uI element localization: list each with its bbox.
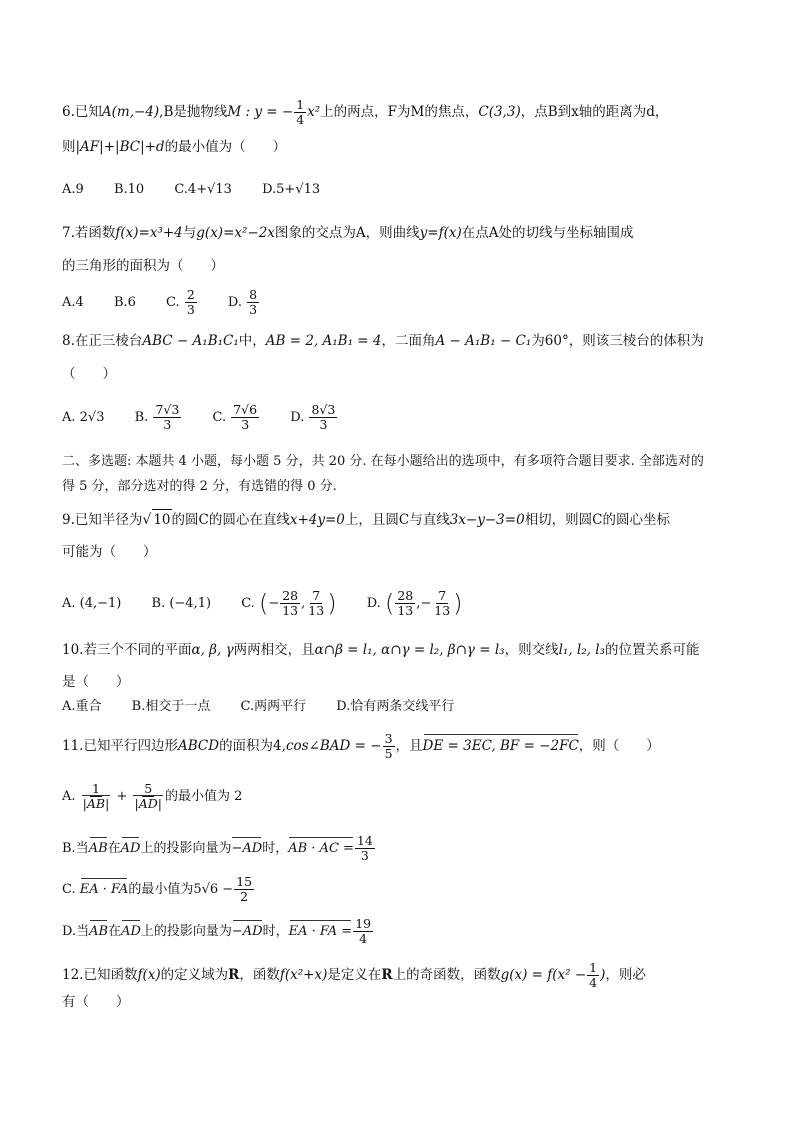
q11-option-c[interactable]: C. EA · FA的最小值为5√6 − $\frac{15}{2}$ [62, 874, 253, 904]
q6-line2 [62, 137, 286, 157]
q9-radius: 10 [152, 509, 171, 530]
q11-vector-relation: DE = 3EC, BF = −2FC [422, 738, 579, 754]
q8-option-d[interactable]: D. $\frac{8√3}{3}$ [290, 402, 336, 432]
q12-f-composite: f(x²+x) [279, 967, 328, 983]
q6-option-c[interactable]: C.4+√13 [174, 182, 232, 197]
q8-option-b[interactable]: B. $\frac{7√3}{3}$ [134, 402, 180, 432]
q9-options [62, 589, 489, 618]
q9-text: 相切，则圆C的圆心坐标 [524, 512, 671, 528]
q12-text: ，函数 [239, 967, 280, 983]
q9-line1: 9.已知半径为√ 10的圆C的圆心在直线x+4y=0上，且圆C与直线3x−y−3=0相切，则圆C的圆心坐标 [62, 509, 670, 530]
q11-option-label: A. [62, 789, 76, 804]
q11-line1 [62, 732, 660, 761]
q8-text: 为60°，则该三棱台的体积为 [531, 333, 704, 349]
q10-text: 两两相交，且 [233, 642, 315, 658]
q6-text: ，点B到x轴的距离为d， [520, 104, 669, 120]
q9-line-eq1: x+4y=0 [289, 512, 345, 528]
q11-text: ，则（ ） [578, 738, 660, 754]
q12-text: 12.已知函数 [62, 967, 138, 983]
q12-f: f(x) [137, 967, 161, 983]
q7-option-c[interactable]: C. $\frac{2}{3}$ [166, 287, 195, 317]
q12-g-def: g(x) = f(x² − [500, 967, 587, 983]
q10-text: ，则交线 [504, 642, 559, 658]
q10-options [62, 697, 480, 717]
q8-text: ，二面角 [381, 333, 436, 349]
q6-point-c: C(3,3) [478, 104, 521, 120]
q6-expression: |AF|+|BC|+d [75, 139, 165, 155]
q9-option-d[interactable]: D. ( $\frac{28}{13}$ ,− $\frac{7}{13}$ ) [366, 588, 463, 618]
q9-line2: 可能为（ ） [62, 544, 157, 560]
q9-text: 的圆C的圆心在直线 [171, 512, 290, 528]
q9-text: 9.已知半径为 [62, 512, 143, 528]
q11-option-a[interactable]: A. $\frac{1}{|AB|}$ + $\frac{5}{|AD|}$ 的最小值为 2 [62, 781, 243, 811]
q7-option-d[interactable]: D. $\frac{8}{3}$ [227, 287, 258, 317]
q6-text: ,B是抛物线 [159, 104, 228, 120]
q10-intersections: α∩β = l₁, α∩γ = l₂, β∩γ = l₃ [314, 642, 505, 658]
q6-text: 上的两点，F为M的焦点， [320, 104, 479, 120]
q7-option-b[interactable]: B.6 [113, 295, 136, 310]
q12-text: ，则必 [605, 967, 646, 983]
section2-line1: 二、多选题: 本题共 4 小题，每小题 5 分，共 20 分. 在每小题给出的选项中，有多项符合题目要求. 全部选对的 [62, 454, 704, 469]
q6-parabola: M : y = − [227, 104, 294, 120]
q11-text: ，且 [395, 738, 423, 754]
q10-text: 的位置关系可能 [604, 642, 700, 658]
q6-option-b[interactable]: B.10 [113, 182, 145, 197]
q10-option-d[interactable]: D.恰有两条交线平行 [336, 699, 455, 714]
q10-line2: 是（ ） [62, 674, 130, 690]
q7-options [62, 288, 286, 317]
q7-line1 [62, 223, 634, 243]
q12-real-set: R [381, 967, 393, 983]
q11-option-b[interactable]: B.当AB在AD上的投影向量为−AD时，AB · AC = $\frac{14}{3}$ [62, 833, 373, 863]
q8-options [62, 403, 364, 432]
q7-curve: y=f(x) [419, 225, 462, 241]
q12-g-close: ) [600, 967, 606, 983]
q9-line-eq2: 3x−y−3=0 [449, 512, 525, 528]
q10-lines: l₁, l₂, l₃ [558, 642, 605, 658]
q6-line1 [62, 98, 668, 127]
q8-line2: （ ） [62, 366, 116, 382]
q6-fraction: $\frac{1}{4}$ [296, 97, 305, 127]
q7-option-a[interactable]: A.4 [62, 295, 84, 310]
q7-g-def: g(x)=x²−2x [196, 225, 275, 241]
q6-point-a: A(m,−4) [101, 104, 160, 120]
q8-option-a[interactable]: A. 2√3 [62, 410, 105, 425]
q7-text: 在点A处的切线与坐标轴围成 [461, 225, 634, 241]
q8-line1 [62, 331, 704, 351]
q8-text: 8.在正三棱台 [62, 333, 143, 349]
q11-parallelogram: ABCD [177, 738, 220, 754]
q8-dihedral: A − A₁B₁ − C₁ [435, 333, 532, 349]
q11-text: 11.已知平行四边形 [62, 738, 178, 754]
q7-text: 图象的交点为A，则曲线 [274, 225, 420, 241]
q12-text: 上的奇函数，函数 [392, 967, 501, 983]
q12-real-set: R [228, 967, 240, 983]
q12-line2: 有（ ） [62, 994, 130, 1010]
q10-planes: α, β, γ [191, 642, 234, 658]
q10-option-c[interactable]: C.两两平行 [240, 699, 307, 714]
q7-line2: 的三角形的面积为（ ） [62, 258, 224, 274]
q6-option-d[interactable]: D.5+√13 [262, 182, 321, 197]
q7-text: 与 [182, 225, 197, 241]
q6-text: 的最小值为（ ） [164, 139, 287, 155]
q6-text: 则 [62, 139, 76, 155]
q6-option-a[interactable]: A.9 [62, 182, 84, 197]
q10-line1 [62, 640, 699, 660]
q12-line1 [62, 961, 646, 990]
q11-cos: cos∠BAD = − [285, 738, 382, 754]
q9-text: 上，且圆C与直线 [344, 512, 450, 528]
q7-f-def: f(x)=x³+4 [115, 225, 183, 241]
q12-text: 的定义域为 [160, 967, 229, 983]
q12-text: 是定义在 [327, 967, 382, 983]
q10-option-a[interactable]: A.重合 [62, 699, 102, 714]
q11-option-d[interactable]: D.当AB在AD上的投影向量为−AD时，EA · FA = $\frac{19}{4}$ [62, 916, 372, 946]
q11-text: 的面积为4, [219, 738, 286, 754]
q8-text: 中， [238, 333, 266, 349]
q7-text: 7.若函数 [62, 225, 116, 241]
q11-option-a-tail: 的最小值为 2 [164, 789, 243, 804]
q8-edges: AB = 2, A₁B₁ = 4 [265, 333, 382, 349]
section2-line2: 得 5 分，部分选对的得 2 分，有选错的得 0 分. [62, 479, 337, 494]
q12-fraction: $\frac{1}{4}$ [589, 960, 598, 990]
q6-options [62, 180, 346, 200]
q9-option-b[interactable]: B. (−4,1) [151, 596, 212, 611]
q10-text: 10.若三个不同的平面 [62, 642, 192, 658]
q8-frustum: ABC − A₁B₁C₁ [142, 333, 239, 349]
q8-option-c[interactable]: C. $\frac{7√6}{3}$ [212, 402, 258, 432]
q6-text: 6.已知 [62, 104, 102, 120]
q9-option-a[interactable]: A. (4,−1) [62, 596, 122, 611]
q11-cos-fraction: $\frac{3}{5}$ [384, 731, 393, 761]
q10-option-b[interactable]: B.相交于一点 [131, 699, 211, 714]
q9-option-c[interactable]: C. (− $\frac{28}{13}$ , $\frac{7}{13}$ ) [241, 588, 337, 618]
q6-parabola-rhs: x² [307, 104, 321, 120]
